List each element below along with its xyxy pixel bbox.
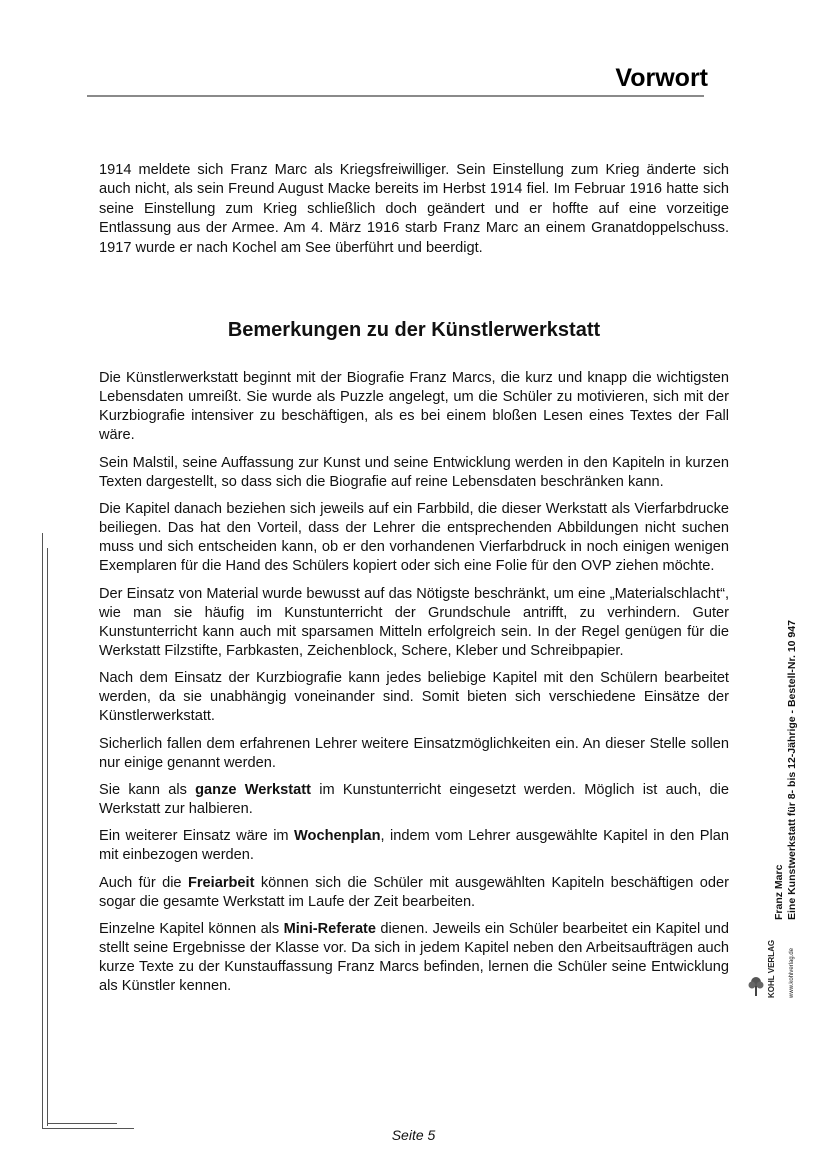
- paragraph-mini-referate: [99, 920, 729, 996]
- text-segment: Ein weiterer Einsatz wäre im: [99, 828, 295, 845]
- publisher-url: www.kohlverlag.de: [789, 947, 795, 998]
- text-segment: können sich die Schüler mit ausgewählten Kapiteln beschäftigen oder sogar die gesamte Werkstatt im Laufe der Zeit bearbeiten.: [99, 874, 729, 910]
- text-segment: Auch für die: [99, 874, 188, 891]
- bold-term: Freiarbeit: [187, 874, 255, 891]
- header-rule: [87, 95, 704, 97]
- bold-term: Wochenplan: [294, 828, 381, 845]
- section-heading: Bemerkungen zu der Künstlerwerkstatt: [227, 319, 601, 341]
- publisher-brand: KOHL VERLAG: [767, 939, 776, 998]
- page-title: Vorwort: [615, 64, 708, 92]
- sidebar-line-title: Franz Marc: [773, 864, 785, 920]
- paragraph-ganze-werkstatt: [99, 781, 729, 819]
- bold-term: Mini-Referate: [283, 921, 377, 938]
- paragraph-freiarbeit: [99, 874, 729, 912]
- paragraph-wochenplan: [99, 827, 729, 865]
- frame-line-horizontal-inner: [47, 1123, 117, 1124]
- paragraph-material: Der Einsatz von Material wurde bewusst auf das Nötigste beschränkt, um eine „Materialschlacht“, wie man sie häufig im Kunstunterricht der Grundschule antrifft, zu verhindern. Guter Kunstunterricht kann auch mit sparsamen Mitteln erfolgreich sein. In der Regel genügen für die Werkstatt Filzstifte, Farbkasten, Zeichenblock, Schere, Kleber und Schreibpapier.: [99, 585, 729, 659]
- text-segment: Sie kann als: [99, 781, 196, 798]
- text-segment: im Kunstunterricht eingesetzt werden. Möglich ist auch, die Werkstatt zur halbieren.: [99, 781, 729, 817]
- paragraph-kapitel: Die Kapitel danach beziehen sich jeweils auf ein Farbbild, die dieser Werkstatt als Vierfarbdrucke beiliegen. Das hat den Vorteil, dass der Lehrer die entsprechenden Abbildungen nicht suchen muss und sich entscheiden kann, ob er den vorhandenen Vierfarbdruck in noch einigen wenigen Exemplaren für die Hand des Schülers kopiert oder sich eine Folie für den OVP ziehen möchte.: [99, 500, 729, 575]
- text-segment: dienen. Jeweils ein Schüler bearbeitet ein Kapitel und stellt seine Ergebnisse der Klasse vor. Da sich in jedem Kapitel neben den Arbeitsaufträgen auch kurze Texte zu der Kunstauffassung Franz Marcs befinden, lernen die Schüler seine Entwicklung als Künstler kennen.: [99, 921, 729, 995]
- text-segment: , indem vom Lehrer ausgewählte Kapitel in den Plan mit einbezogen werden.: [99, 828, 729, 864]
- page-number: Seite 5: [391, 1127, 436, 1143]
- sidebar-line-order: Eine Kunstwerkstatt für 8- bis 12-Jährige - Bestell-Nr. 10 947: [786, 620, 798, 920]
- section-body: [99, 369, 729, 1005]
- paragraph-einsatzmoeglichkeiten: Sicherlich fallen dem erfahrenen Lehrer weitere Einsatzmöglichkeiten ein. An dieser Stelle sollen nur einige genannt werden.: [99, 735, 729, 771]
- text-segment: Einzelne Kapitel können als: [99, 921, 284, 938]
- publisher-url-rotated: [788, 948, 796, 998]
- paragraph-biografie: Die Künstlerwerkstatt beginnt mit der Biografie Franz Marcs, die kurz und knapp die wichtigsten Lebensdaten umreißt. Sie wurde als Puzzle angelegt, um die Schüler zu motivieren, sich mit der Kurzbiografie intensiver zu beschäftigen, als es bei einem bloßen Lesen eines Textes der Fall wäre.: [99, 370, 729, 444]
- intro-paragraph: 1914 meldete sich Franz Marc als Kriegsfreiwilliger. Sein Einstellung zum Krieg änderte sich auch nicht, als sein Freund August Macke bereits im Herbst 1914 fiel. Im Februar 1916 hatte sich seine Einstellung zum Krieg schließlich doch geändert und er hoffte auf eine vorzeitige Entlassung aus der Armee. Am 4. März 1916 starb Franz Marc an einem Granatdoppelschuss. 1917 wurde er nach Kochel am See überführt und beerdigt.: [99, 162, 729, 256]
- bold-term: ganze Werkstatt: [195, 781, 311, 798]
- frame-line-vertical-inner: [47, 548, 48, 1126]
- paragraph-malstil: Sein Malstil, seine Auffassung zur Kunst und seine Entwicklung werden in den Kapiteln in kurzen Texten dargestellt, so dass sich die Biografie auf reine Lebensdaten beschränken kann.: [99, 454, 729, 490]
- paragraph-kurzbiografie: Nach dem Einsatz der Kurzbiografie kann jedes beliebige Kapitel mit den Schülern bearbeitet werden, da sie unabhängig voneinander sind. Somit bieten sich verschiedene Einsätze der Künstlerwerkstatt.: [99, 670, 729, 725]
- publisher-logo: [748, 928, 798, 1000]
- publisher-rotated-text: [768, 940, 776, 998]
- tree-logo-icon: [748, 976, 764, 998]
- frame-line-vertical-outer: [42, 533, 43, 1129]
- sidebar-rotated-text: [773, 620, 799, 920]
